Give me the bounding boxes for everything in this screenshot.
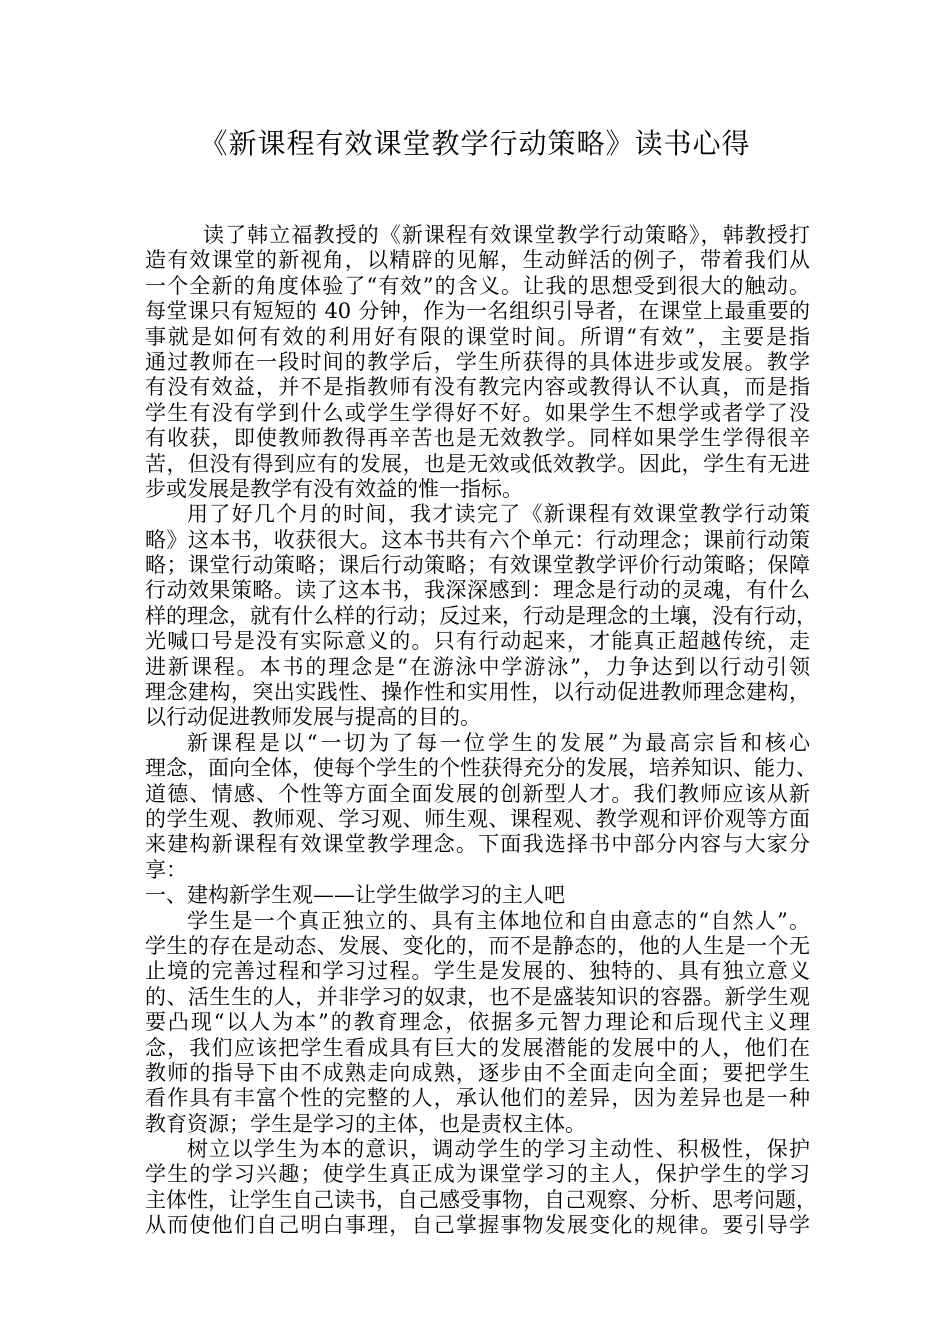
paragraph-line: 教师的指导下由不成熟走向成熟，逐步由不全面走向全面；要把学生 <box>145 1060 810 1085</box>
paragraph-line: 略》这本书，收获很大。这本书共有六个单元：行动理念；课前行动策 <box>145 527 810 552</box>
paragraph-line: 看作具有丰富个性的完整的人，承认他们的差异，因为差异也是一种 <box>145 1086 810 1111</box>
paragraph-line: 光喊口号是没有实际意义的。只有行动起来，才能真正超越传统，走 <box>145 629 810 654</box>
paragraph-line: 学生的存在是动态、发展、变化的，而不是静态的，他的人生是一个无 <box>145 933 810 958</box>
paragraph-line: 的、活生生的人，并非学习的奴隶，也不是盛装知识的容器。新学生观 <box>145 984 810 1009</box>
paragraph-line: 念，我们应该把学生看成具有巨大的发展潜能的发展中的人，他们在 <box>145 1035 810 1060</box>
paragraph-line: 读了韩立福教授的《新课程有效课堂教学行动策略》，韩教授打 <box>203 223 810 247</box>
section-heading: 一、建构新学生观——让学生做学习的主人吧 <box>145 883 565 908</box>
paragraph-line: 造有效课堂的新视角，以精辟的见解，生动鲜活的例子，带着我们从 <box>145 248 810 273</box>
paragraph-line: 理念，面向全体，使每个学生的个性获得充分的发展，培养知识、能力、 <box>145 756 817 781</box>
paragraph-line: 有收获，即使教师教得再辛苦也是无效教学。同样如果学生学得很辛 <box>145 426 810 451</box>
paragraph-line: 来建构新课程有效课堂教学理念。下面我选择书中部分内容与大家分 <box>145 832 810 857</box>
paragraph-line: 理念建构，突出实践性、操作性和实用性，以行动促进教师理念建构， <box>145 680 810 705</box>
paragraph-line: 一个全新的角度体验了“有效”的含义。让我的思想受到很大的触动。 <box>145 273 810 298</box>
paragraph-line: 享： <box>145 857 187 882</box>
document-body <box>145 223 817 1239</box>
paragraph-line: 步或发展是教学有没有效益的惟一指标。 <box>145 476 523 501</box>
paragraph-line: 样的理念，就有什么样的行动；反过来，行动是理念的土壤，没有行动， <box>145 603 817 628</box>
paragraph-line: 以行动促进教师发展与提高的目的。 <box>145 705 481 730</box>
paragraph-line: 学生的学习兴趣；使学生真正成为课堂学习的主人，保护学生的学习 <box>145 1162 810 1187</box>
paragraph-line: 树立以学生为本的意识，调动学生的学习主动性、积极性，保护 <box>187 1137 810 1162</box>
paragraph-line: 苦，但没有得到应有的发展，也是无效或低效教学。因此，学生有无进 <box>145 451 810 476</box>
paragraph-line: 每堂课只有短短的 40 分钟，作为一名组织引导者，在课堂上最重要的 <box>145 299 810 324</box>
paragraph-line: 事就是如何有效的利用好有限的课堂时间。所谓“有效”，主要是指 <box>145 324 810 349</box>
paragraph-line: 道德、情感、个性等方面全面发展的创新型人才。我们教师应该从新 <box>145 781 810 806</box>
paragraph-line: 进新课程。本书的理念是“在游泳中学游泳”，力争达到以行动引领 <box>145 654 810 679</box>
paragraph-line: 的学生观、教师观、学习观、师生观、课程观、教学观和评价观等方面 <box>145 806 810 831</box>
paragraph-line: 略；课堂行动策略；课后行动策略；有效课堂教学评价行动策略；保障 <box>145 553 810 578</box>
paragraph-line: 通过教师在一段时间的教学后，学生所获得的具体进步或发展。教学 <box>145 349 810 374</box>
paragraph-line: 主体性，让学生自己读书，自己感受事物，自己观察、分析、思考问题， <box>145 1187 817 1212</box>
paragraph-line: 止境的完善过程和学习过程。学生是发展的、独特的、具有独立意义 <box>145 959 810 984</box>
paragraph-line: 新课程是以“一切为了每一位学生的发展”为最高宗旨和核心 <box>187 730 810 755</box>
paragraph-line: 学生有没有学到什么或学生学得好不好。如果学生不想学或者学了没 <box>145 400 810 425</box>
paragraph-line: 教育资源；学生是学习的主体，也是责权主体。 <box>145 1111 586 1136</box>
paragraph-line: 行动效果策略。读了这本书，我深深感到：理念是行动的灵魂，有什么 <box>145 578 810 603</box>
paragraph-line: 从而使他们自己明白事理，自己掌握事物发展变化的规律。要引导学 <box>145 1213 810 1238</box>
document-title: 《新课程有效课堂教学行动策略》读书心得 <box>199 127 751 160</box>
paragraph-line: 要凸现“以人为本”的教育理念，依据多元智力理论和后现代主义理 <box>145 1010 810 1035</box>
paragraph-line: 用了好几个月的时间，我才读完了《新课程有效课堂教学行动策 <box>187 502 810 527</box>
paragraph-line: 学生是一个真正独立的、具有主体地位和自由意志的“自然人”。 <box>187 908 810 933</box>
paragraph-line: 有没有效益，并不是指教师有没有教完内容或教得认不认真，而是指 <box>145 375 810 400</box>
